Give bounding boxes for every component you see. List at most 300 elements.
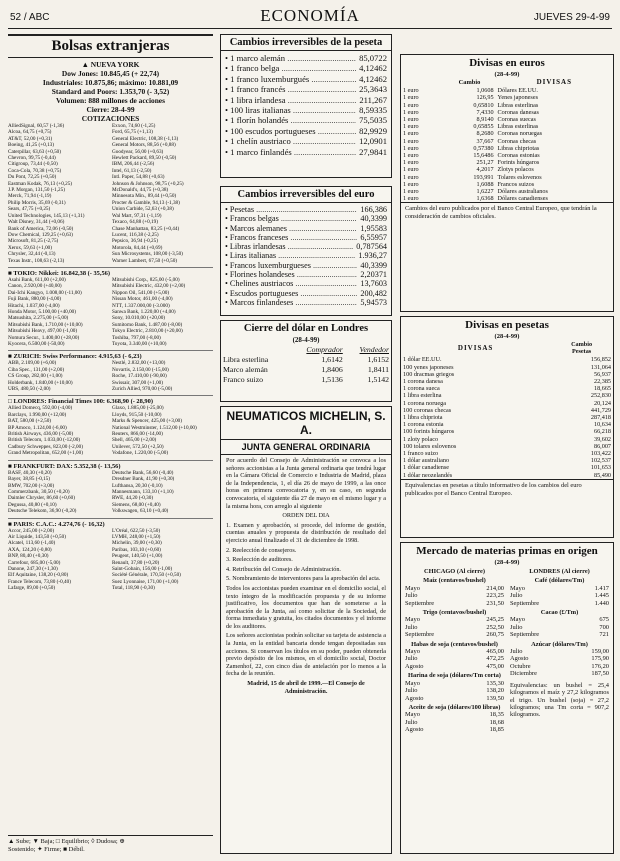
price: 176,20 [591,662,609,670]
materias-left [405,566,504,734]
stock-quote: Canon, 2.920,00 (+40,00) [8,283,62,290]
rate-label: • 1 marco finlandés ..... [225,147,356,157]
price: 175,90 [591,655,609,663]
rate-row [225,136,387,146]
price: 18,68 [489,718,504,726]
commodity-name: Aceite de soja (dólares/100 libras) [408,703,501,711]
table-cell: Libras chipriotas [497,144,540,152]
table-cell: 131,064 [590,363,611,371]
stock-quote: National Westminster, 1.512,00 (+10,00) [112,424,197,431]
table-cell: 1 euro [403,116,419,124]
stock-quote: Hewlett Packard, 89,50 (-0,50) [112,155,177,162]
notice-item: 4. Retribución del Consejo de Administración. [226,565,341,573]
month: Mayo [405,584,420,592]
commodity-row [405,655,504,662]
month: Julio [405,655,418,663]
month: Octubre [510,662,531,670]
rate-value: 200,482 [360,288,387,298]
stock-quote: Air Liquide, 143,50 (+0,50) [8,533,66,540]
rate-value: 75,5035 [359,115,387,126]
rate-label: • 1 chelín austriaco ..... [225,136,356,146]
table-row [401,464,613,471]
stock-quote: Mitsubishi Electric, 432,00 (+2,00) [112,283,186,290]
commodity-row [510,648,609,655]
rate-row [225,251,387,260]
table-row [401,188,613,195]
rate-label: • 100 escudos portugueses ..... [225,126,356,136]
price: 18,35 [489,711,504,719]
table-cell: 1 euro [403,166,419,174]
table-cell: 1 euro [403,87,419,95]
ny-line: COTIZACIONES [81,114,140,123]
stock-quote: Bank of America, 72,06 (-0,50) [8,225,74,232]
month: Julio [405,623,418,631]
rate-value: 82,9929 [359,125,387,136]
commodity-row [405,680,504,687]
divisas-euros-table [401,78,613,202]
stock-quote: ABB, 2.109,00 (+6,00) [8,360,57,367]
stock-quote: BASF, 40,30 (+0,20) [8,469,52,476]
ny-line: Cierre: 28-4-99 [86,105,135,114]
stock-quote: Peugeot, 140,50 (+1,00) [112,553,163,560]
table-row [401,195,613,202]
rate-row [225,84,387,94]
stock-quote: Danone, 247,30 (+1,30) [8,565,58,572]
stock-quote: Alcoa, 64,75 (+0,75) [8,129,52,136]
table-row [401,364,613,371]
stock-quote: BMW, 702,00 (+3,00) [8,482,55,489]
tokio-title: TOKIO: Nikkei: 16.842,38 (- 35,56) [13,269,110,277]
stock-quote: Coca-Cola, 70,38 (+0,75) [8,167,62,174]
table-cell: 18,665 [593,385,611,393]
table-cell: Zlotys polacos [497,166,534,174]
col-header: Pesetas [571,348,592,356]
rate-row [225,242,387,251]
rate-row [225,224,387,233]
rate-value: 25,3643 [359,84,387,95]
commodity-row [405,695,504,702]
stock-quote: Du Pont, 72,25 (+0,50) [8,174,57,181]
table-row [221,365,391,375]
rate-label: • Marcos finlandeses ..... [225,298,357,307]
stock-list [8,360,213,392]
table-cell: 4,2017 [476,166,494,174]
ny-title: NUEVA YORK [90,60,140,69]
rate-label: • 1 florín holandés ..... [225,115,356,125]
rate-value: 27,9841 [359,146,387,157]
table-row [401,457,613,464]
table-cell: 0,65810 [473,101,494,109]
rate-row [225,261,387,270]
rate-value: 1.936,27 [358,251,387,261]
table-cell: 1 dólar australiano [403,457,450,465]
table-cell: 1 euro [403,101,419,109]
stock-quote: Hitachi, 1.037,00 (-4,00) [8,302,60,309]
commodity-row [510,670,609,677]
price: 139,50 [486,694,504,702]
stock-quote: Unilever, 572,50 (+2,50) [112,443,164,450]
stock-quote: Deutsche Bank, 56,60 (-0,40) [112,469,174,476]
stock-quote: Lucent, 116,38 (-2,25) [112,231,159,238]
market-title: ■ FRANKFURT: DAX: 5.352,38 (- 13,56) [8,460,213,470]
stock-quote: Kyocera, 6.500,00 (-50,00) [8,341,65,347]
stock-quote: BAT, 580,00 (+2,50) [8,418,52,425]
rate-value: 12,0901 [359,136,387,147]
stock-quote: Michelin, 39,00 (+0,30) [112,540,162,547]
month: Agosto [405,662,424,670]
commodity-row [405,648,504,655]
table-cell: 441,729 [590,406,611,414]
dolar-table [221,345,391,385]
londres-title: LONDRES: Financial Times 100: 6.368,90 (- 28,90) [13,398,153,406]
stock-quote: Zurich Allied, 970,00 (-5,00) [112,386,173,393]
commodity-name: Habas de soja (centavos/bushel) [411,640,498,648]
rate-label: • Chelines austriacos ..... [225,279,357,288]
stock-quote: Nomura Secur., 1.400,00 (+28,00) [8,334,80,341]
table-cell: 1 euro [403,159,419,167]
stock-quote: Société Générale, 170,50 (+0,50) [112,572,181,579]
stock-quote: McDonald's, 44,75 (+0,38) [112,187,169,194]
michelin-notice [220,406,392,854]
table-cell: 1,6227 [476,188,494,196]
stock-quote: Total, 118,90 (-0,30) [112,585,155,592]
table-cell: 156,852 [590,356,611,364]
market-title: ■ PARIS: C.A.C.: 4.274,76 (- 16,32) [8,518,213,528]
rate-row [225,214,387,223]
legend-line: Sostenido; ✦ Firme; ■ Débil. [8,846,85,853]
bolsas-extranjeras: Bolsas extranjeras ▲ NUEVA YORK Dow Jones: 10.845,45 (+ 22,74) Industriales: 10.875,86; máximo: 10.881,09 Standard and Poors: 1.353,70 (- 3,52) Volumen: 888 millones de acciones Cierre: 28-4-99 COTIZACIONES AlliedSignal, 60,57 (-1,36) Exxon, 74,60 (-1,25) Alcoa, 64,75 (+0,75) Ford, 65,75 (+1,13) AT&T, 52,00 (+0,31) General Electric, 108,38 (-1,13) Boeing, 41,25 (+0,13) General Motors, 88,56 (+0,88) Caterpillar, 63,63 (+0,50) Goodyear, 56,00 (+0,63) Chevron, 99,75 (-0,44) Hewlett Packard, 89,50 (-0,50) Citigroup, 73,44 (-0,50) IBM, 206,44 (-2,56) Coca-Cola, 70,38 (+0,75) Intel, 61,13 (-2,50) Du Pont, 72,25 (+0,50) Intl. Paper, 54,88 (+0,63) Eastman Kodak, 76,13 (+0,25) Johnson & Johnson, 98,75 (+0,25) J.P. Morgan, 131,50 (-1,25) McDonald's, 44,75 (+0,38) Merck, 71,94 (-1,19) Minnesota Min., 89,44 (+0,50) Philip Morris, 35,69 (-0,31) Procter & Gamble, 94,13 (-1,38) Sears, 47,75 (+0,25) Union Carbide, 52,63 (+0,38) United Technologies, 145,13 (+1,31) Wal Mart, 97,31 (-1,19) Walt Disney, 31,44 (+0,06) Texaco, 64,88 (+0,19) Bank of America, 72,06 (-0,50) Chase Manhattan, 83,25 (+0,44) Dow Chemical, 129,25 (+0,63) Lucent, 116,38 (-2,25) Microsoft, 81,25 (-2,75) Pepsico, 36,94 (-0,25) Xerox, 59,63 (+1,00) Motorola, 84,44 (+0,69) Chrysler, 32,44 (-0,13) Sun Microsystems, 108,00 (-3,50) Texas Instr., 108,63 (-2,13) Warner Lambert, 67,50 (+0,50) ■ TOKIO: Nikkei: 16.842,38 (- 35,56) Asahi Bank, 611,00 (+2,00) Mitsubishi Corp., 825,00 (-5,00) Canon, 2.920,00 (+40,00) Mitsubishi Electric, 432,00 (+2,00) Dai-Ichi Kangyo, 1.008,00 (-11,00) Nippon Oil, 541,00 (+5,00) Fuji Bank, 880,00 (-4,00) Nissan Motor, 461,00 (-4,00) Hitachi, 1.037,00 (-4,00) NTT, 1.337.000,00 (-3.000) Honda Motor, 5.100,00 (+40,00) Sanwa Bank, 1.220,00 (+4,00) Matsushita, 2.275,00 (+5,00) Sony, 10.010,00 (+20,00) Mitsubishi Bank, 1.710,00 (+10,00) Sumitomo Bank, 1.487,00 (-8,00) Mitsubishi Heavy, 497,00 (-1,00) Tokyo Electric, 2.810,00 (+20,00) Nomura Secur., 1.400,00 (+28,00) Toshiba, 797,00 (-8,00) Kyocera, 6.500,00 (-50,00) Toyota, 3.340,00 (+10,00) ■ ZURICH: Swiss Performance: 4.915,63 (- 6,23) ABB, 2.109,00 (+6,00) Nestlé, 2.832,00 (+13,00) Ciba Spec., 131,00 (+2,00) Novartis, 2.150,00 (-15,00) CS Group, 282,00 (+1,00) Roche, 17.410,00 (-90,00) Holderbank, 1.840,00 (+10,00) Swissair, 307,00 (+1,00) UBS, 480,50 (-2,00) Zurich Allied, 970,00 (-5,00) □ LONDRES: Financial Times 100: 6.368,90 (- 28,90) Allied Domecq, 592,00 (-4,00) Glaxo, 1.885,00 (-25,00) Barclays, 1.990,00 (+12,00) Lloyds, 915,50 (-10,00) BAT, 580,00 (+2,50) Marks & Spencer, 425,00 (+3,00) BP Amoco, 1.124,00 (-6,00) National Westminster, 1.512,00 (+10,00) British Airways, 436,00 (-5,00) Reuters, 866,00 (-14,00) British Telecom, 1.033,00 (-12,00) Shell, 465,00 (+2,00) Cadbury Schweppes, 823,00 (-2,00) Unilever, 572,50 (+2,50) Grand Metropolitan, 652,00 (+1,00) Vodafone, 1.220,00 (-5,00) ■ FRANKFURT: DAX: 5.352,38 (- 13,56) BASF, 40,30 (+0,20) Deutsche Bank, 56,60 (-0,40) Bayer, 38,85 (-0,15) Dresdner Bank, 41,90 (+0,30) BMW, 702,00 (+3,00) Lufthansa, 20,30 (-0,10) Commerzbank, 30,50 (+0,20) Mannesmann, 133,10 (+1,10) Daimler Chrysler, 86,60 (+0,60) RWE, 44,20 (-0,30) Degussa, 40,80 (+0,10) Siemens, 68,00 (+0,40) Deutsche Telekom, 36,90 (-0,20) Volkswagen, 63,10 (+0,40) ■ PARIS: C.A.C.: 4.274,76 (- 16,32) Accor, 245,00 (+2,00) L'Oréal, 622,50 (-3,50) Air Liquide, 143,50 (+0,50) LVMH, 248,00 (+1,50) Alcatel, 113,60 (-1,40) Michelin, 39,00 (+0,30) AXA, 124,20 (-0,80) Paribas, 103,10 (+0,60) BNP, 80,40 (+0,30) Peugeot, 140,50 (+1,00) Carrefour, 685,00 (-5,00) Renault, 37,80 (+0,20) Danone, 247,30 (+1,30) Saint-Gobain, 156,00 (-1,00) Elf Aquitaine, 138,20 (-0,80) Société Générale, 170,50 (+0,50) France Telecom, 73,80 (-0,40) Suez Lyonnaise, 171,00 (+1,00) Lafarge, 89,00 (+0,50) Total, 118,90 (-0,30) ▲ Sube; ▼ Baja; □ Equilibrio; ◊ Dudosa; ⊕ Sostenido; ✦ Firme; ■ Débil. [8,34,213,854]
stock-quote: Xerox, 59,63 (+1,00) [8,244,52,251]
table-cell: 102,537 [590,457,611,465]
table-row [401,356,613,363]
table-cell: 126,95 [476,94,494,102]
stock-list [8,528,213,592]
stock-quote: AT&T, 52,00 (+0,31) [8,135,53,142]
table-row [401,414,613,421]
commodity-row [510,600,609,607]
section-title: ECONOMÍA [260,6,360,25]
table-cell: 1,6368 [476,195,494,203]
rate-value: 13,7603 [360,279,387,289]
table-cell: 8,9140 [476,116,494,124]
rate-row [225,289,387,298]
frankfurt-title: FRANKFURT: DAX: 5.352,38 (- 13,56) [13,462,121,470]
month: Julio [510,623,523,631]
divisas-euros-date: (28-4-99) [494,71,520,78]
stock-quote: Asahi Bank, 611,00 (+2,00) [8,276,66,283]
stock-quote: Lloyds, 915,50 (-10,00) [112,411,162,418]
stock-quote: Dresdner Bank, 41,90 (+0,30) [112,476,175,483]
rate-list [221,51,391,159]
stock-list [8,470,213,515]
stock-quote: Saint-Gobain, 156,00 (-1,00) [112,565,173,572]
cambios-euro-title: Cambios irreversibles del euro [221,187,391,203]
stock-quote: Swissair, 307,00 (+1,00) [112,379,163,386]
table-cell: 1 euro [403,108,419,116]
table-cell: 22,385 [593,378,611,386]
table-cell: Dólares australianos [497,188,548,196]
table-cell: 37,667 [476,137,494,145]
stock-quote: Grand Metropolitan, 652,00 (+1,00) [8,450,83,457]
stock-quote: CS Group, 282,00 (+1,00) [8,373,63,380]
table-row [221,375,391,385]
notice-sign: Madrid, 15 de abril de 1999.—El Consejo de Administración. [247,680,365,695]
table-cell: Franco suizo [223,375,264,384]
commodity-row [405,585,504,592]
table-row [401,166,613,173]
table-row [401,378,613,385]
rate-label: • Francos belgas ..... [225,214,357,223]
table-row [401,181,613,188]
table-cell: 39,602 [593,435,611,443]
rate-label: • Liras italianas ..... [225,251,355,260]
table-cell: Dólares EE.UU. [497,87,538,95]
materias-right [510,566,609,734]
stock-quote: Elf Aquitaine, 138,20 (-0,80) [8,572,69,579]
divisas-euros-box [400,54,614,312]
table-cell: Libra esterlina [223,355,269,364]
market-title: ■ ZURICH: Swiss Performance: 4.915,63 (- 6,23) [8,350,213,360]
stock-quote: Mannesmann, 133,10 (+1,10) [112,488,174,495]
ny-line: Industriales: 10.875,86; máximo: 10.881,09 [42,78,179,87]
notice-item: 5. Nombramiento de interventores para la aprobación del acta. [226,575,381,583]
table-row [401,371,613,378]
table-cell: 1 euro [403,94,419,102]
stock-quote: Sanwa Bank, 1.220,00 (+4,00) [112,308,176,315]
table-cell: Coronas checas [497,137,537,145]
table-cell: 1 dólar neozelandés [403,471,453,479]
price: 223,25 [486,592,504,600]
stock-quote: Wal Mart, 97,31 (-1,19) [112,212,162,219]
month: Diciembre [510,670,537,678]
month: Septiembre [510,631,540,639]
rate-label: • 1 franco belga ..... [225,63,356,73]
stock-quote: Philip Morris, 35,69 (-0,31) [8,199,66,206]
month: Mayo [510,584,525,592]
rate-value: 1,95583 [360,223,387,233]
table-row [401,400,613,407]
month: Julio [405,592,418,600]
col-header: Comprador [306,345,343,354]
stock-quote: Mitsubishi Corp., 825,00 (-5,00) [112,276,180,283]
ny-line: Dow Jones: 10.845,45 (+ 22,74) [61,69,160,78]
rate-value: 0,787564 [356,242,387,252]
stock-quote: Shell, 465,00 (+2,00) [112,437,157,444]
stock-quote: France Telecom, 73,80 (-0,40) [8,578,71,585]
table-cell: 101,653 [590,464,611,472]
commodity-row [405,663,504,670]
stock-quote: Minnesota Min., 89,44 (+0,50) [112,193,177,200]
month: Mayo [405,648,420,656]
paris-title: PARIS: C.A.C.: 4.274,76 (- 16,32) [13,520,105,528]
stock-quote: British Telecom, 1.033,00 (-12,00) [8,437,81,444]
commodity-name: Café (dólares/Tm) [534,577,585,585]
table-row [401,450,613,457]
commodity-row [405,624,504,631]
materias-title: Mercado de materias primas en origen [416,545,598,557]
rate-value: 40,3399 [360,214,387,224]
rate-label: • 1 franco luxemburgués ..... [225,74,356,84]
table-cell: 8,2680 [476,130,494,138]
stock-quote: Allied Domecq, 592,00 (-4,00) [8,405,73,412]
rate-row [225,126,387,136]
market-title: □ LONDRES: Financial Times 100: 6.368,90 (- 28,90) [8,395,213,405]
stock-quote: Walt Disney, 31,44 (+0,06) [8,219,65,226]
table-row [401,102,613,109]
table-cell: Dólares canadienses [497,195,548,203]
rate-label: • 1 marco alemán ..... [225,53,356,63]
table-cell: Coronas estonias [497,152,540,160]
table-cell: 1 euro [403,173,419,181]
stock-quote: Warner Lambert, 67,50 (+0,50) [112,257,178,264]
table-cell: Libras esterlinas [497,101,539,109]
stock-quote: Holderbank, 1.840,00 (+10,00) [8,379,73,386]
stock-quote: Alcatel, 113,60 (-1,40) [8,540,56,547]
table-row [401,94,613,101]
table-cell: 1 euro [403,152,419,160]
notice-company: NEUMATICOS MICHELIN, S. A. [221,407,391,440]
table-cell: 193,991 [473,173,494,181]
stock-quote: Procter & Gamble, 94,13 (-1,38) [112,199,180,206]
divisas-euros-title: Divisas en euros [469,57,545,69]
stock-quote: Motorola, 84,44 (+0,69) [112,244,163,251]
stock-quote: Merck, 71,94 (-1,19) [8,193,52,200]
cambios-euro-box [220,186,392,316]
col-header: Cambio [571,341,593,348]
stock-quote: General Motors, 88,56 (+0,88) [112,142,176,149]
stock-quote: Nestlé, 2.832,00 (+13,00) [112,360,166,367]
table-row [401,159,613,166]
table-cell: 0,57380 [473,144,494,152]
stock-quote: UBS, 480,50 (-2,00) [8,386,51,393]
ny-line: Standard and Poors: 1.353,70 (- 3,52) [51,87,170,96]
stock-quote: Lufthansa, 20,30 (-0,10) [112,482,163,489]
price: 138,20 [486,687,504,695]
rate-value: 4,12462 [359,73,387,84]
bolsas-title: Bolsas extranjeras [8,34,213,58]
stock-quote: Novartis, 2.150,00 (-15,00) [112,366,169,373]
price: 465,00 [486,648,504,656]
commodity-row [405,592,504,599]
table-cell: 10,634 [593,421,611,429]
stock-quote: Dow Chemical, 129,25 (+0,63) [8,231,73,238]
rate-value: 2,20371 [360,270,387,280]
table-cell: 287,418 [590,414,611,422]
stock-quote: Bayer, 38,85 (-0,15) [8,476,51,483]
stock-quote: Chevron, 99,75 (-0,44) [8,155,56,162]
commodity-row [510,616,609,623]
stock-quote: Barclays, 1.990,00 (+12,00) [8,411,67,418]
rate-value: 8,59335 [359,105,387,116]
stock-quote: Sun Microsystems, 108,00 (-3,50) [112,251,183,258]
stock-quote: Siemens, 68,00 (+0,40) [112,501,161,508]
stock-quote: Nippon Oil, 541,00 (+5,00) [112,289,170,296]
table-cell: 100 dracmas griegos [403,370,455,378]
table-cell: 1 corona sueca [403,385,440,393]
commodity-name: Maíz (centavos/bushel) [423,577,486,585]
table-cell: 66,218 [593,428,611,436]
table-cell: Coronas noruegas [497,130,543,138]
stock-quote: Ciba Spec., 131,00 (+2,00) [8,366,65,373]
rate-label: • Libras irlandesas ..... [225,242,353,251]
col-header: DIVISAS [536,78,572,86]
rate-label: • Francos luxemburgueses ..... [225,261,357,270]
stock-quote: Microsoft, 81,25 (-2,75) [8,238,59,245]
table-cell: 1,6152 [367,355,389,364]
commodity-row [405,616,504,623]
table-cell: 1 euro [403,144,419,152]
table-cell: 1 libra chipriota [403,414,443,422]
price: 1.417 [594,584,609,592]
page-header [8,6,612,29]
stock-quote: Deutsche Telekom, 36,90 (-0,20) [8,508,77,515]
month: Agosto [405,694,424,702]
rate-label: • Francos franceses ..... [225,233,357,242]
stock-quote: Toyota, 3.340,00 (+10,00) [112,341,167,347]
stock-quote: Sears, 47,75 (+0,25) [8,206,51,213]
stock-quote: Carrefour, 685,00 (-5,00) [8,559,61,566]
month: Julio [510,648,523,656]
market-title: ■ TOKIO: Nikkei: 16.842,38 (- 35,56) [8,267,213,277]
table-cell: 1 euro [403,123,419,131]
rate-row [225,279,387,288]
stock-quote: Texaco, 64,88 (+0,19) [112,219,158,226]
stock-quote: Union Carbide, 52,63 (+0,38) [112,206,174,213]
commodity-row [510,585,609,592]
price: 245,25 [486,616,504,624]
stock-quote: Pepsico, 36,94 (-0,25) [112,238,158,245]
price: 214,00 [486,584,504,592]
divisas-euros-note: Cambios del euro publicados por el Banco Central Europeo, que tendrán la consideración de cambios oficiales. [401,202,613,223]
price: 700 [599,623,609,631]
table-cell: 1,6142 [321,355,343,364]
table-row [401,145,613,152]
stock-quote: Honda Motor, 5.100,00 (+40,00) [8,308,76,315]
table-row [401,116,613,123]
rate-value: 40,3399 [360,260,387,270]
notice-item: 2. Reelección de consejeros. [226,546,297,554]
stock-quote: Nissan Motor, 461,00 (-4,00) [112,296,173,303]
table-row [401,443,613,450]
col-header: Vendedor [359,345,389,354]
notice-orden: ORDEN DEL DIA [282,512,330,520]
table-row [221,355,391,365]
dolar-date: (28-4-99) [292,336,320,344]
commodity-row [405,687,504,694]
table-cell: 86,007 [593,442,611,450]
table-cell: Libras esterlinas [497,123,539,131]
commodity-row [510,655,609,662]
stock-quote: Chrysler, 32,44 (-0,13) [8,251,56,258]
table-row [401,152,613,159]
table-cell: 1 libra esterlina [403,392,442,400]
commodity-name: Cacao (£/Tm) [540,609,579,617]
commodity-row [405,719,504,726]
table-cell: 56,937 [593,370,611,378]
stock-quote: NTT, 1.337.000,00 (-3.000) [112,302,170,309]
table-cell: 1,6088 [476,180,494,188]
notice-item: 1. Examen y aprobación, si procede, del informe de gestión, cuentas anuales y propuesta de distribución de resultado del ejercicio anual finalizado el 31 de diciembre de 1998. [226,521,386,544]
stock-quote: RWE, 44,20 (-0,30) [112,495,154,502]
month: Julio [405,687,418,695]
table-cell: 1 euro [403,188,419,196]
commodity-row [510,663,609,670]
legend-line: ▲ Sube; ▼ Baja; □ Equilibrio; ◊ Dudosa; ⊕ [8,838,125,845]
table-row [401,109,613,116]
table-row [401,174,613,181]
table-row [401,436,613,443]
table-row [401,138,613,145]
